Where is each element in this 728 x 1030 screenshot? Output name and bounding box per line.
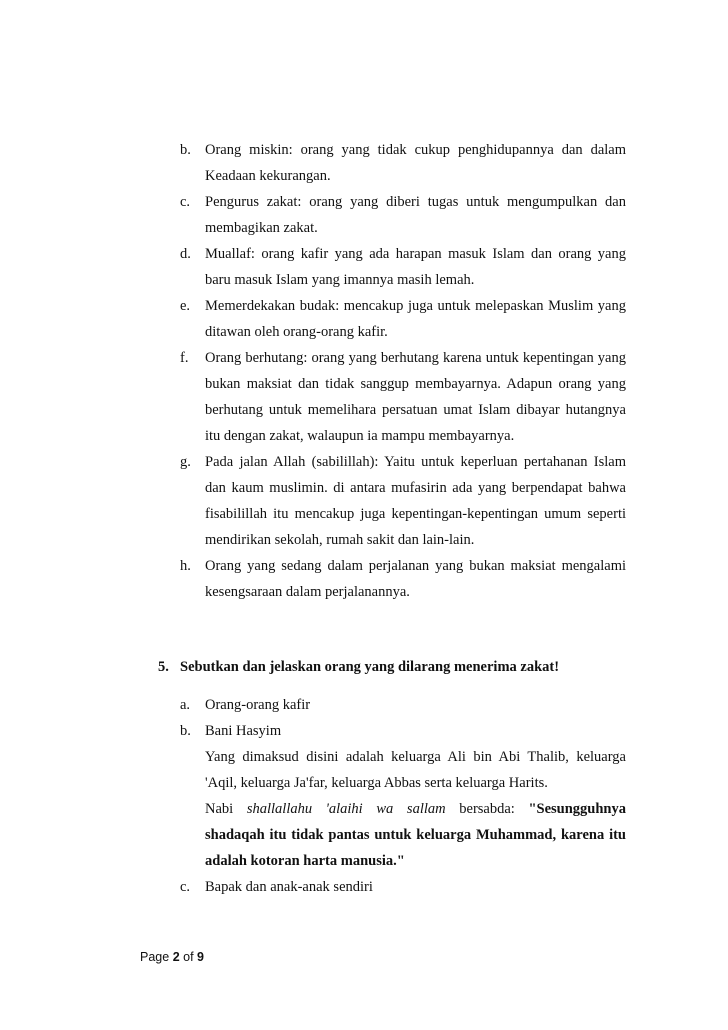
- page-number: 2: [172, 950, 180, 964]
- list-item-text: Pada jalan Allah (sabilillah): Yaitu untuk keperluan pertahanan Islam dan kaum muslimin. di antara mufasirin ada yang berpendapat bahwa fisabilillah itu mencakup juga kepentingan-kepentingan umum seperti mendirikan sekolah, rumah sakit dan lain-lain.: [205, 454, 626, 548]
- hadith-prefix: Nabi: [205, 801, 247, 817]
- hadith-verb: bersabda:: [445, 801, 529, 817]
- list-marker: b.: [180, 723, 191, 739]
- list-item-text: Memerdekakan budak: mencakup juga untuk melepaskan Muslim yang ditawan oleh orang-orang kafir.: [205, 298, 626, 340]
- list-item: [180, 449, 626, 553]
- list-item-text: Orang berhutang: orang yang berhutang karena untuk kepentingan yang bukan maksiat dan tidak sanggup membayarnya. Adapun orang yang berhutang untuk memelihara persatuan umat Islam dibayar hutangnya itu dengan zakat, walaupun ia mampu membayarnya.: [205, 350, 626, 444]
- hadith-paragraph: [205, 796, 626, 874]
- question-heading: [158, 655, 628, 679]
- of-word: of: [183, 950, 194, 964]
- list-item: [180, 189, 626, 241]
- list-marker: a.: [180, 697, 191, 713]
- list-item-text: Orang-orang kafir: [205, 697, 311, 713]
- page-word: Page: [140, 950, 170, 964]
- list-item: [180, 345, 626, 449]
- list-item-text: Bani Hasyim: [205, 723, 282, 739]
- list-item: [180, 718, 626, 874]
- list-item: [180, 692, 626, 718]
- explanation-paragraph: Yang dimaksud disini adalah keluarga Ali bin Abi Thalib, keluarga 'Aqil, keluarga Ja'far, keluarga Abbas serta keluarga Harits.: [205, 749, 626, 791]
- mustahiq-list: [180, 137, 626, 605]
- list-item: [180, 293, 626, 345]
- list-marker: c.: [180, 194, 191, 210]
- list-item-text: Orang miskin: orang yang tidak cukup penghidupannya dan dalam Keadaan kekurangan.: [205, 142, 626, 184]
- question-number: 5.: [158, 659, 169, 675]
- list-item-text: Pengurus zakat: orang yang diberi tugas untuk mengumpulkan dan membagikan zakat.: [205, 194, 626, 236]
- page-footer: [140, 950, 204, 964]
- total-pages: 9: [197, 950, 204, 964]
- list-marker: f.: [180, 350, 189, 366]
- list-marker: e.: [180, 298, 191, 314]
- list-marker: c.: [180, 879, 191, 895]
- list-item-text: Orang yang sedang dalam perjalanan yang bukan maksiat mengalami kesengsaraan dalam perjalanannya.: [205, 558, 626, 600]
- list-item: [180, 137, 626, 189]
- list-item-text: Bapak dan anak-anak sendiri: [205, 879, 373, 895]
- hadith-honorific: shallallahu 'alaihi wa sallam: [246, 801, 446, 817]
- question-text: Sebutkan dan jelaskan orang yang dilarang menerima zakat!: [180, 659, 560, 675]
- list-marker: b.: [180, 142, 191, 158]
- list-item: [180, 874, 626, 900]
- answer-list: [180, 692, 626, 900]
- list-marker: g.: [180, 454, 191, 470]
- list-marker: d.: [180, 246, 191, 262]
- list-item-text: Muallaf: orang kafir yang ada harapan masuk Islam dan orang yang baru masuk Islam yang imannya masih lemah.: [205, 246, 626, 288]
- hadith-quote: "Sesungguhnya shadaqah itu tidak pantas untuk keluarga Muhammad, karena itu adalah kotoran harta manusia.": [205, 801, 626, 869]
- list-marker: h.: [180, 558, 191, 574]
- list-item: [180, 241, 626, 293]
- list-item: [180, 553, 626, 605]
